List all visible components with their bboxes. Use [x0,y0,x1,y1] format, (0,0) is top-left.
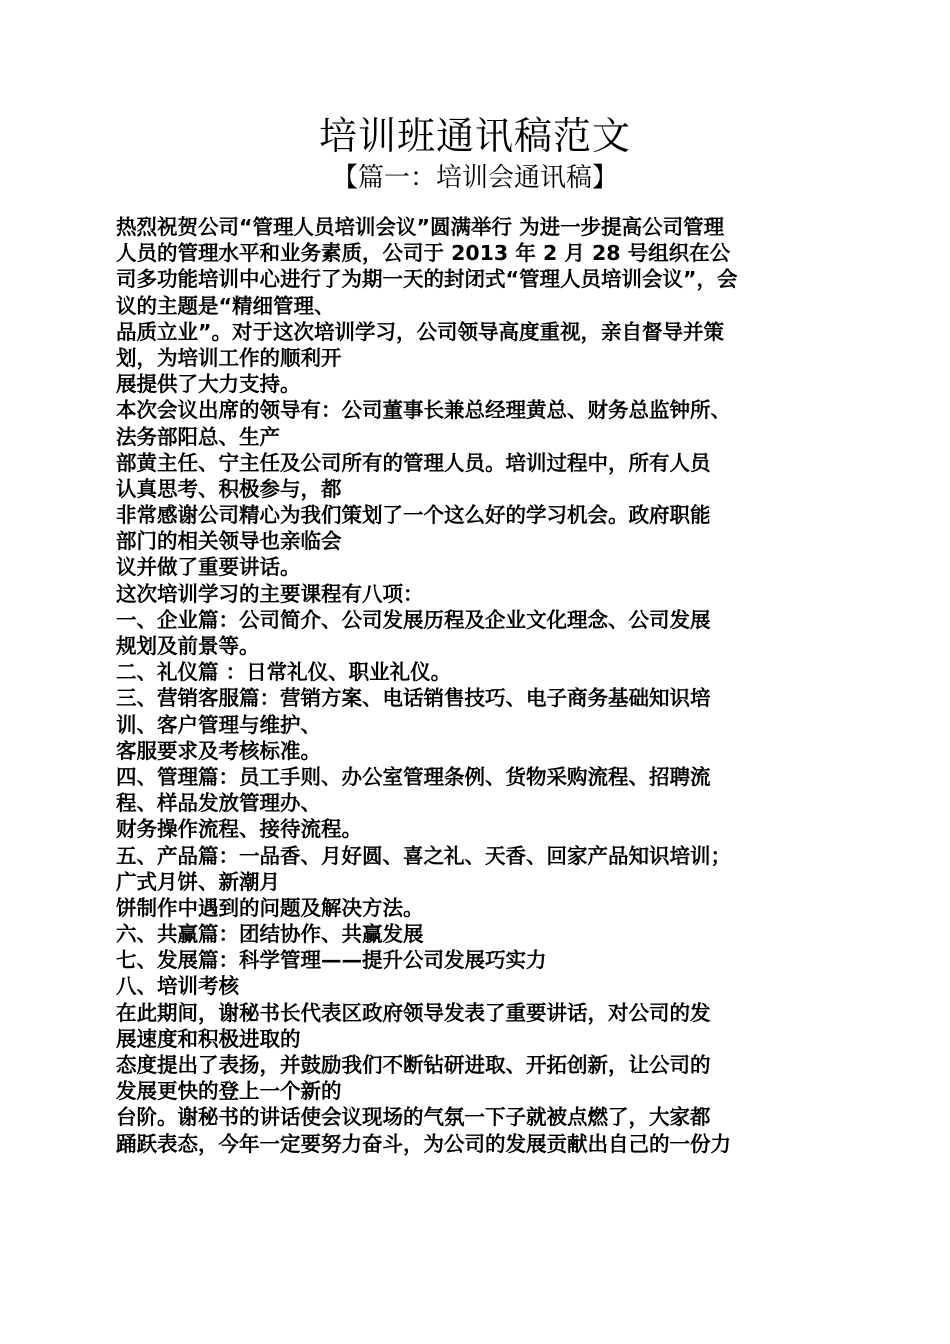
body-line: 热烈祝贺公司“管理人员培训会议”圆满举行 为进一步提高公司管理 [116,215,725,239]
body-line: 规划及前景等。 [116,634,260,658]
document-subtitle: 【篇一：培训会通讯稿】 [331,163,618,193]
body-line: 训、客户管理与维护、 [116,712,321,737]
body-line: 议并做了重要讲话。 [116,555,301,580]
body-line: 本次会议出席的领导有：公司董事长兼总经理黄总、财务总监钟所、 [116,398,731,423]
body-line: 客服要求及考核标准。 [116,738,321,763]
body-line: 展速度和积极进取的 [116,1026,301,1051]
body-line: 议的主题是“精细管理、 [116,293,335,318]
body-line: 五、产品篇：一品香、月好圆、喜之礼、天香、回家产品知识培训； [116,843,731,868]
body-line: 程、样品发放管理办、 [116,791,321,816]
body-line: 人员的管理水平和业务素质，公司于 2013 年 2 月 28 号组织在公 [116,241,731,266]
body-line: 六、共赢篇：团结协作、共赢发展 [116,922,424,947]
body-line: 在此期间，谢秘书长代表区政府领导发表了重要讲话，对公司的发 [116,1000,711,1025]
body-line: 部门的相关领导也亲临会 [116,529,342,554]
body-line: 一、企业篇：公司简介、公司发展历程及企业文化理念、公司发展 [116,607,711,632]
body-line: 展提供了大力支持。 [116,372,301,397]
body-line: 划，为培训工作的顺利开 [116,345,342,370]
body-line: 三、营销客服篇：营销方案、电话销售技巧、电子商务基础知识培 [116,686,711,711]
document-title: 培训班通讯稿范文 [318,114,631,158]
body-line: 饼制作中遇到的问题及解决方法。 [116,895,424,920]
document-body [116,214,846,1157]
body-line: 品质立业”。对于这次培训学习，公司领导高度重视，亲自督导并策 [116,319,724,344]
body-line: 法务部阳总、生产 [116,424,280,449]
body-line: 非常感谢公司精心为我们策划了一个这么好的学习机会。政府职能 [116,503,711,528]
body-line: 广式月饼、新潮月 [116,869,280,894]
body-line: 态度提出了表扬，并鼓励我们不断钻研进取、开拓创新，让公司的 [116,1053,711,1077]
body-line: 二、礼仪篇 ：日常礼仪、职业礼仪。 [116,660,452,685]
body-line: 八、培训考核 [116,974,239,999]
body-line: 七、发展篇：科学管理——提升公司发展巧实力 [116,948,547,973]
body-line: 部黄主任、宁主任及公司所有的管理人员。培训过程中，所有人员 [116,450,711,475]
body-line: 踊跃表态，今年一定要努力奋斗，为公司的发展贡献出自己的一份力 [116,1131,731,1156]
body-line: 财务操作流程、接待流程。 [116,817,362,842]
body-line: 四、管理篇：员工手则、办公室管理条例、货物采购流程、招聘流 [116,764,711,789]
body-line: 发展更快的登上一个新的 [116,1079,342,1104]
body-line: 认真思考、积极参与，都 [116,476,342,501]
body-line: 这次培训学习的主要课程有八项： [116,581,424,606]
body-line: 台阶。谢秘书的讲话使会议现场的气氛一下子就被点燃了，大家都 [116,1105,711,1130]
body-line: 司多功能培训中心进行了为期一天的封闭式“管理人员培训会议”，会 [116,267,738,292]
